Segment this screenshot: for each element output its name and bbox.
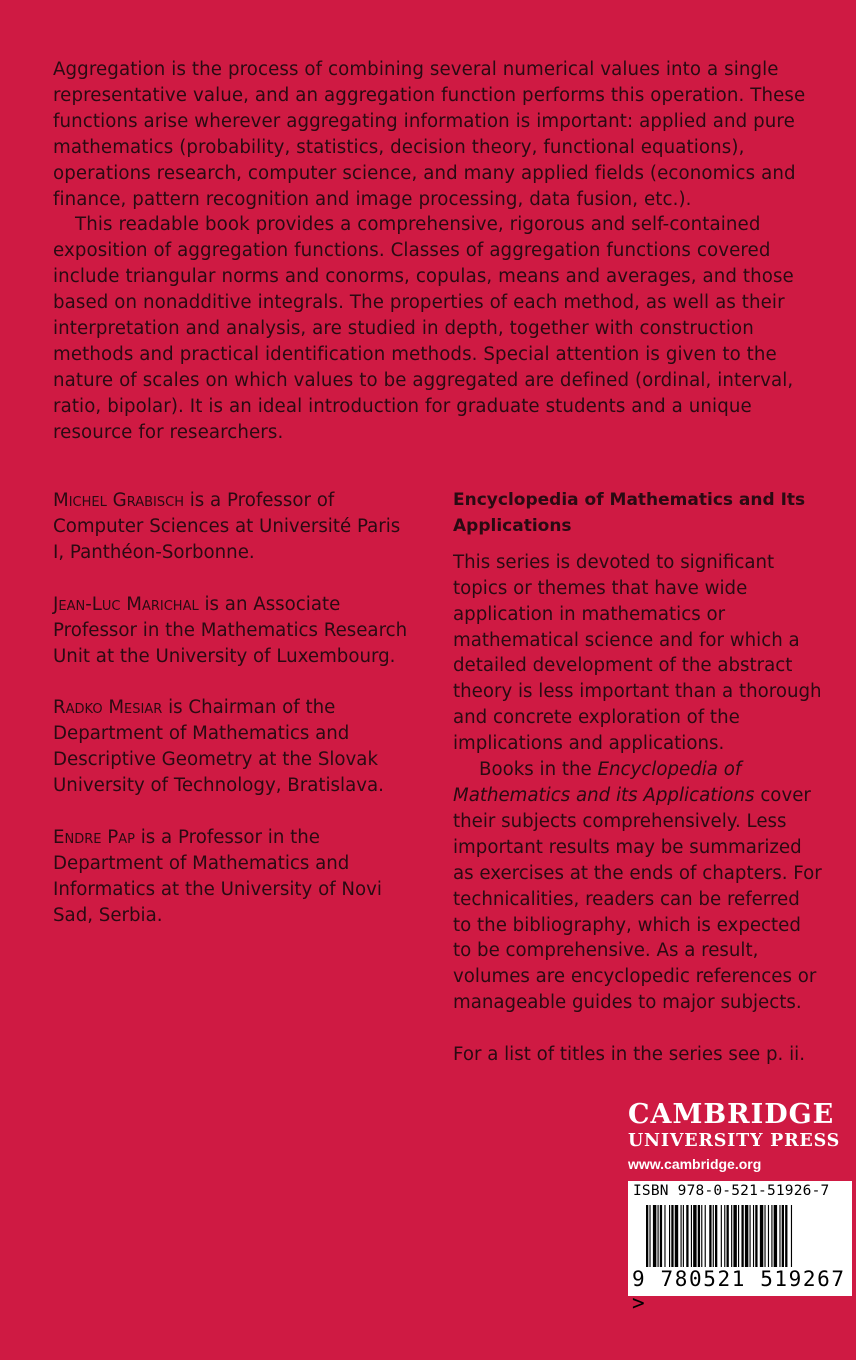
author-description: is Chairman of the Department of Mathematics and Descriptive Geometry at the Slovak University of Technology, Bratislava. bbox=[53, 697, 384, 797]
author-bio bbox=[53, 695, 413, 799]
series-title: Encyclopedia of Mathematics and Its Applications bbox=[453, 490, 806, 536]
barcode-stripe bbox=[698, 1205, 700, 1267]
barcode-stripe bbox=[753, 1205, 754, 1267]
barcode-stripe bbox=[658, 1205, 659, 1267]
barcode-stripe bbox=[785, 1205, 787, 1267]
barcode-stripe bbox=[764, 1205, 765, 1267]
author-name: Endre Pap bbox=[53, 827, 135, 849]
barcode-stripe bbox=[669, 1205, 670, 1267]
publisher-url: www.cambridge.org bbox=[628, 1156, 762, 1172]
author-description: is an Associate Professor in the Mathematics Research Unit at the University of Luxembourg. bbox=[53, 593, 408, 667]
barcode-stripe bbox=[691, 1205, 692, 1267]
barcode-stripe bbox=[755, 1205, 757, 1267]
author-name: Michel Grabisch bbox=[53, 490, 184, 511]
barcode bbox=[628, 1181, 852, 1315]
isbn-label: ISBN 978-0-521-51926-7 bbox=[633, 1183, 830, 1199]
barcode-stripe bbox=[649, 1205, 650, 1267]
author-description: is a Professor in the Department of Mathematics and Informatics at the University of Novi Sad, Serbia. bbox=[53, 827, 382, 926]
barcode-stripe bbox=[750, 1205, 751, 1267]
barcode-digits: 9 780521 519267 > bbox=[632, 1267, 846, 1315]
barcode-stripe bbox=[693, 1205, 696, 1267]
barcode-stripe bbox=[731, 1205, 732, 1267]
barcode-stripe bbox=[774, 1205, 777, 1267]
description-blurb bbox=[53, 57, 823, 446]
series-paragraph-2 bbox=[453, 757, 823, 1016]
series-p2-rest: cover their subjects comprehensively. Less important results may be summarized as exercises at the ends of chapters. For technicalities, readers can be referred to the bibliography, which is expected to be comprehensive. As a result, volumes are encyclopedic references or manageable guides to major subjects. bbox=[453, 784, 822, 1014]
barcode-stripe bbox=[791, 1205, 792, 1267]
barcode-stripe bbox=[745, 1205, 748, 1267]
barcode-stripe bbox=[771, 1205, 772, 1267]
barcode-stripe bbox=[660, 1205, 662, 1267]
series-p2-lead: Books in the bbox=[479, 759, 598, 781]
barcode-stripe bbox=[709, 1205, 711, 1267]
barcode-bars bbox=[628, 1203, 852, 1271]
barcode-stripe bbox=[713, 1205, 714, 1267]
barcode-stripe bbox=[683, 1205, 684, 1267]
series-note: For a list of titles in the series see p. ii. bbox=[453, 1044, 806, 1066]
series-p2-italic: Encyclopedia of Mathematics and its Applications bbox=[453, 759, 755, 806]
barcode-stripe bbox=[724, 1205, 725, 1267]
barcode-stripe bbox=[738, 1205, 739, 1267]
barcode-stripe bbox=[733, 1205, 736, 1267]
barcode-stripe bbox=[671, 1205, 673, 1267]
publisher-name: CAMBRIDGE bbox=[628, 1099, 835, 1130]
blurb-paragraph-1: Aggregation is the process of combining several numerical values into a single representative value, and an aggregation function performs this operation. These functions arise wherever aggregating information is important: applied and pure mathematics (probability, statistics, decision theory, functional equations), operations research, computer science, and many applied fields (economics and finance, pattern recognition and image processing, data fusion, etc.). bbox=[53, 59, 806, 210]
series-paragraph-1: This series is devoted to significant topics or themes that have wide application in mathematics or mathematical science and for which a detailed development of the abstract theory is less important than a thorough and concrete exploration of the implications and applications. bbox=[453, 551, 822, 755]
author-bios bbox=[53, 488, 413, 955]
barcode-stripe bbox=[646, 1205, 648, 1267]
barcode-stripe bbox=[705, 1205, 706, 1267]
publisher-press: UNIVERSITY PRESS bbox=[628, 1131, 841, 1151]
author-name: Jean-Luc Marichal bbox=[53, 593, 199, 615]
blurb-paragraph-2: This readable book provides a comprehensive, rigorous and self-contained exposition of aggregation functions. Classes of aggregation functions covered include triangular norms and conorms, copulas, means and averages, and those based on nonadditive integrals. The properties of each method, as well as their interpretation and analysis, are studied in depth, together with construction methods and practical identification methods. Special attention is given to the nature of scales on which values to be aggregated are defined (ordinal, interval, ratio, bipolar). It is an ideal introduction for graduate students and a unique resource for researchers. bbox=[53, 214, 794, 443]
author-name: Radko Mesiar bbox=[53, 697, 163, 719]
barcode-stripe bbox=[760, 1205, 763, 1267]
barcode-stripe bbox=[779, 1205, 780, 1267]
author-description: is a Professor of Computer Sciences at Université Paris I, Panthéon-Sorbonne. bbox=[53, 490, 401, 563]
barcode-stripe bbox=[741, 1205, 743, 1267]
barcode-stripe bbox=[782, 1205, 784, 1267]
barcode-stripe bbox=[686, 1205, 688, 1267]
barcode-stripe bbox=[727, 1205, 729, 1267]
barcode-stripe bbox=[721, 1205, 722, 1267]
barcode-stripe bbox=[701, 1205, 702, 1267]
barcode-stripe bbox=[653, 1205, 656, 1267]
barcode-stripe bbox=[768, 1205, 769, 1267]
author-bio bbox=[53, 825, 413, 929]
barcode-stripe bbox=[715, 1205, 717, 1267]
author-bio bbox=[53, 488, 413, 566]
series-description bbox=[453, 488, 823, 1068]
publisher-logo bbox=[628, 1100, 852, 1174]
author-bio bbox=[53, 592, 413, 670]
barcode-stripe bbox=[664, 1205, 665, 1267]
barcode-stripe bbox=[681, 1205, 682, 1267]
barcode-stripe bbox=[675, 1205, 678, 1267]
